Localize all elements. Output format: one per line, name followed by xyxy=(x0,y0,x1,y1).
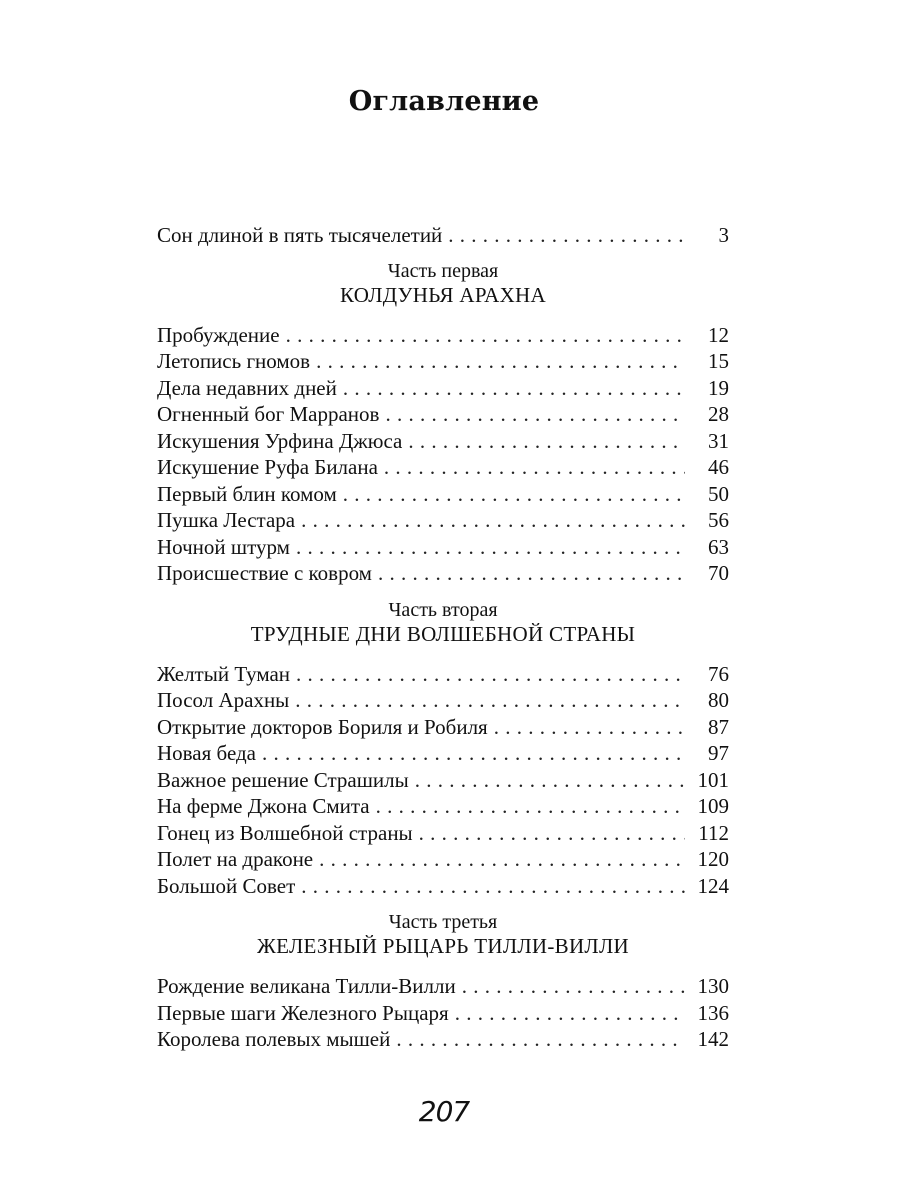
toc-entry-page: 97 xyxy=(708,741,729,765)
toc-entry-title: Искушение Руфа Билана xyxy=(157,455,378,479)
toc-entry-page: 15 xyxy=(708,349,729,373)
dot-leader xyxy=(343,375,685,402)
toc-entry[interactable] xyxy=(157,767,729,794)
toc-entry-title: Сон длиной в пять тысячелетий xyxy=(157,223,443,247)
part-title: ТРУДНЫЕ ДНИ ВОЛШЕБНОЙ СТРАНЫ xyxy=(250,621,636,646)
toc-entry-title: Ночной штурм xyxy=(157,534,290,559)
toc-entry[interactable] xyxy=(157,661,729,688)
toc-entry-title: Желтый Туман xyxy=(157,661,291,686)
dot-leader xyxy=(301,507,685,534)
toc-entry-title: Огненный бог Марранов xyxy=(157,402,380,426)
table-of-contents xyxy=(157,222,729,1053)
toc-entry-page: 31 xyxy=(708,428,729,453)
toc-entry-page: 142 xyxy=(697,1027,729,1051)
part-heading-3 xyxy=(157,910,729,958)
toc-entry[interactable] xyxy=(157,687,729,714)
page-number: 207 xyxy=(418,1095,470,1128)
dot-leader xyxy=(376,793,685,820)
toc-entry[interactable] xyxy=(157,820,729,847)
toc-entry-title: Важное решение Страшилы xyxy=(157,767,409,792)
toc-entry-page: 112 xyxy=(698,820,729,845)
dot-leader xyxy=(319,846,685,873)
toc-entry[interactable] xyxy=(157,1026,729,1053)
toc-entry-title: Полет на драконе xyxy=(157,847,314,871)
toc-entry-page: 50 xyxy=(708,481,729,506)
dot-leader xyxy=(396,1026,685,1053)
dot-leader xyxy=(385,401,685,428)
dot-leader xyxy=(296,661,685,688)
toc-entry-title: Первые шаги Железного Рыцаря xyxy=(157,1000,449,1025)
part-label: Часть вторая xyxy=(388,598,498,621)
dot-leader xyxy=(295,687,685,714)
toc-entry[interactable] xyxy=(157,375,729,402)
part-heading-2 xyxy=(157,598,729,646)
toc-entry-title: Летопись гномов xyxy=(157,349,311,373)
toc-entry-page: 3 xyxy=(718,223,729,247)
toc-entry-title: На ферме Джона Смита xyxy=(157,794,370,818)
dot-leader xyxy=(494,714,685,741)
toc-entry-title: Открытие докторов Бориля и Робиля xyxy=(157,714,488,739)
toc-entry[interactable] xyxy=(157,740,729,767)
toc-entry-page: 28 xyxy=(708,402,729,426)
dot-leader xyxy=(316,348,685,375)
dot-leader xyxy=(455,1000,685,1027)
part-title: ЖЕЛЕЗНЫЙ РЫЦАРЬ ТИЛЛИ-ВИЛЛИ xyxy=(257,934,629,958)
toc-entry-title: Рождение великана Тилли-Вилли xyxy=(157,974,456,998)
part-heading-1 xyxy=(157,259,729,307)
toc-entry-page: 63 xyxy=(708,534,729,559)
toc-entry-page: 101 xyxy=(697,767,729,792)
toc-entry[interactable] xyxy=(157,714,729,741)
toc-entry-page: 19 xyxy=(708,375,729,400)
toc-entry[interactable] xyxy=(157,454,729,481)
part-title: КОЛДУНЬЯ АРАХНА xyxy=(340,282,546,307)
toc-entry-page: 70 xyxy=(708,561,729,585)
dot-leader xyxy=(296,534,685,561)
toc-entry-title: Пробуждение xyxy=(157,322,280,347)
toc-entry-page: 80 xyxy=(708,688,729,712)
toc-entry-title: Искушения Урфина Джюса xyxy=(157,428,403,453)
toc-entry[interactable] xyxy=(157,322,729,349)
toc-entry-title: Новая беда xyxy=(157,741,256,765)
dot-leader xyxy=(415,767,685,794)
toc-entry[interactable] xyxy=(157,534,729,561)
dot-leader xyxy=(301,873,685,900)
toc-entry-title: Посол Арахны xyxy=(157,688,290,712)
toc-entry-page: 124 xyxy=(697,873,729,898)
part-label: Часть третья xyxy=(388,911,498,933)
toc-entry-title: Первый блин комом xyxy=(157,481,337,506)
toc-entry[interactable] xyxy=(157,428,729,455)
toc-entry-prologue[interactable] xyxy=(157,222,729,249)
toc-entry-title: Происшествие с ковром xyxy=(157,561,372,585)
toc-entry-page: 56 xyxy=(708,508,729,532)
toc-entry[interactable] xyxy=(157,873,729,900)
toc-entry[interactable] xyxy=(157,481,729,508)
toc-entry-page: 120 xyxy=(697,847,729,871)
dot-leader xyxy=(408,428,685,455)
toc-entry[interactable] xyxy=(157,846,729,873)
part-label: Часть первая xyxy=(387,259,499,282)
toc-entry-title: Большой Совет xyxy=(157,873,296,898)
dot-leader xyxy=(343,481,685,508)
toc-entry[interactable] xyxy=(157,973,729,1000)
dot-leader xyxy=(384,454,685,481)
dot-leader xyxy=(262,740,685,767)
toc-entry-page: 136 xyxy=(697,1000,729,1025)
toc-entry[interactable] xyxy=(157,1000,729,1027)
dot-leader xyxy=(378,560,685,587)
dot-leader xyxy=(419,820,685,847)
toc-entry-page: 109 xyxy=(697,794,729,818)
toc-entry-title: Дела недавних дней xyxy=(157,375,337,400)
toc-entry[interactable] xyxy=(157,401,729,428)
page-title: Оглавление xyxy=(348,86,540,117)
toc-entry-page: 87 xyxy=(708,714,729,739)
toc-entry-title: Пушка Лестара xyxy=(157,508,296,532)
toc-entry[interactable] xyxy=(157,507,729,534)
dot-leader xyxy=(462,973,685,1000)
toc-entry-page: 12 xyxy=(708,322,729,347)
toc-entry[interactable] xyxy=(157,348,729,375)
dot-leader xyxy=(448,222,685,249)
toc-entry-page: 130 xyxy=(697,974,729,998)
toc-entry-page: 76 xyxy=(708,661,729,686)
toc-entry[interactable] xyxy=(157,793,729,820)
toc-entry[interactable] xyxy=(157,560,729,587)
toc-entry-page: 46 xyxy=(708,455,729,479)
toc-entry-title: Гонец из Волшебной страны xyxy=(157,820,413,845)
dot-leader xyxy=(286,322,685,349)
toc-entry-title: Королева полевых мышей xyxy=(157,1027,391,1051)
